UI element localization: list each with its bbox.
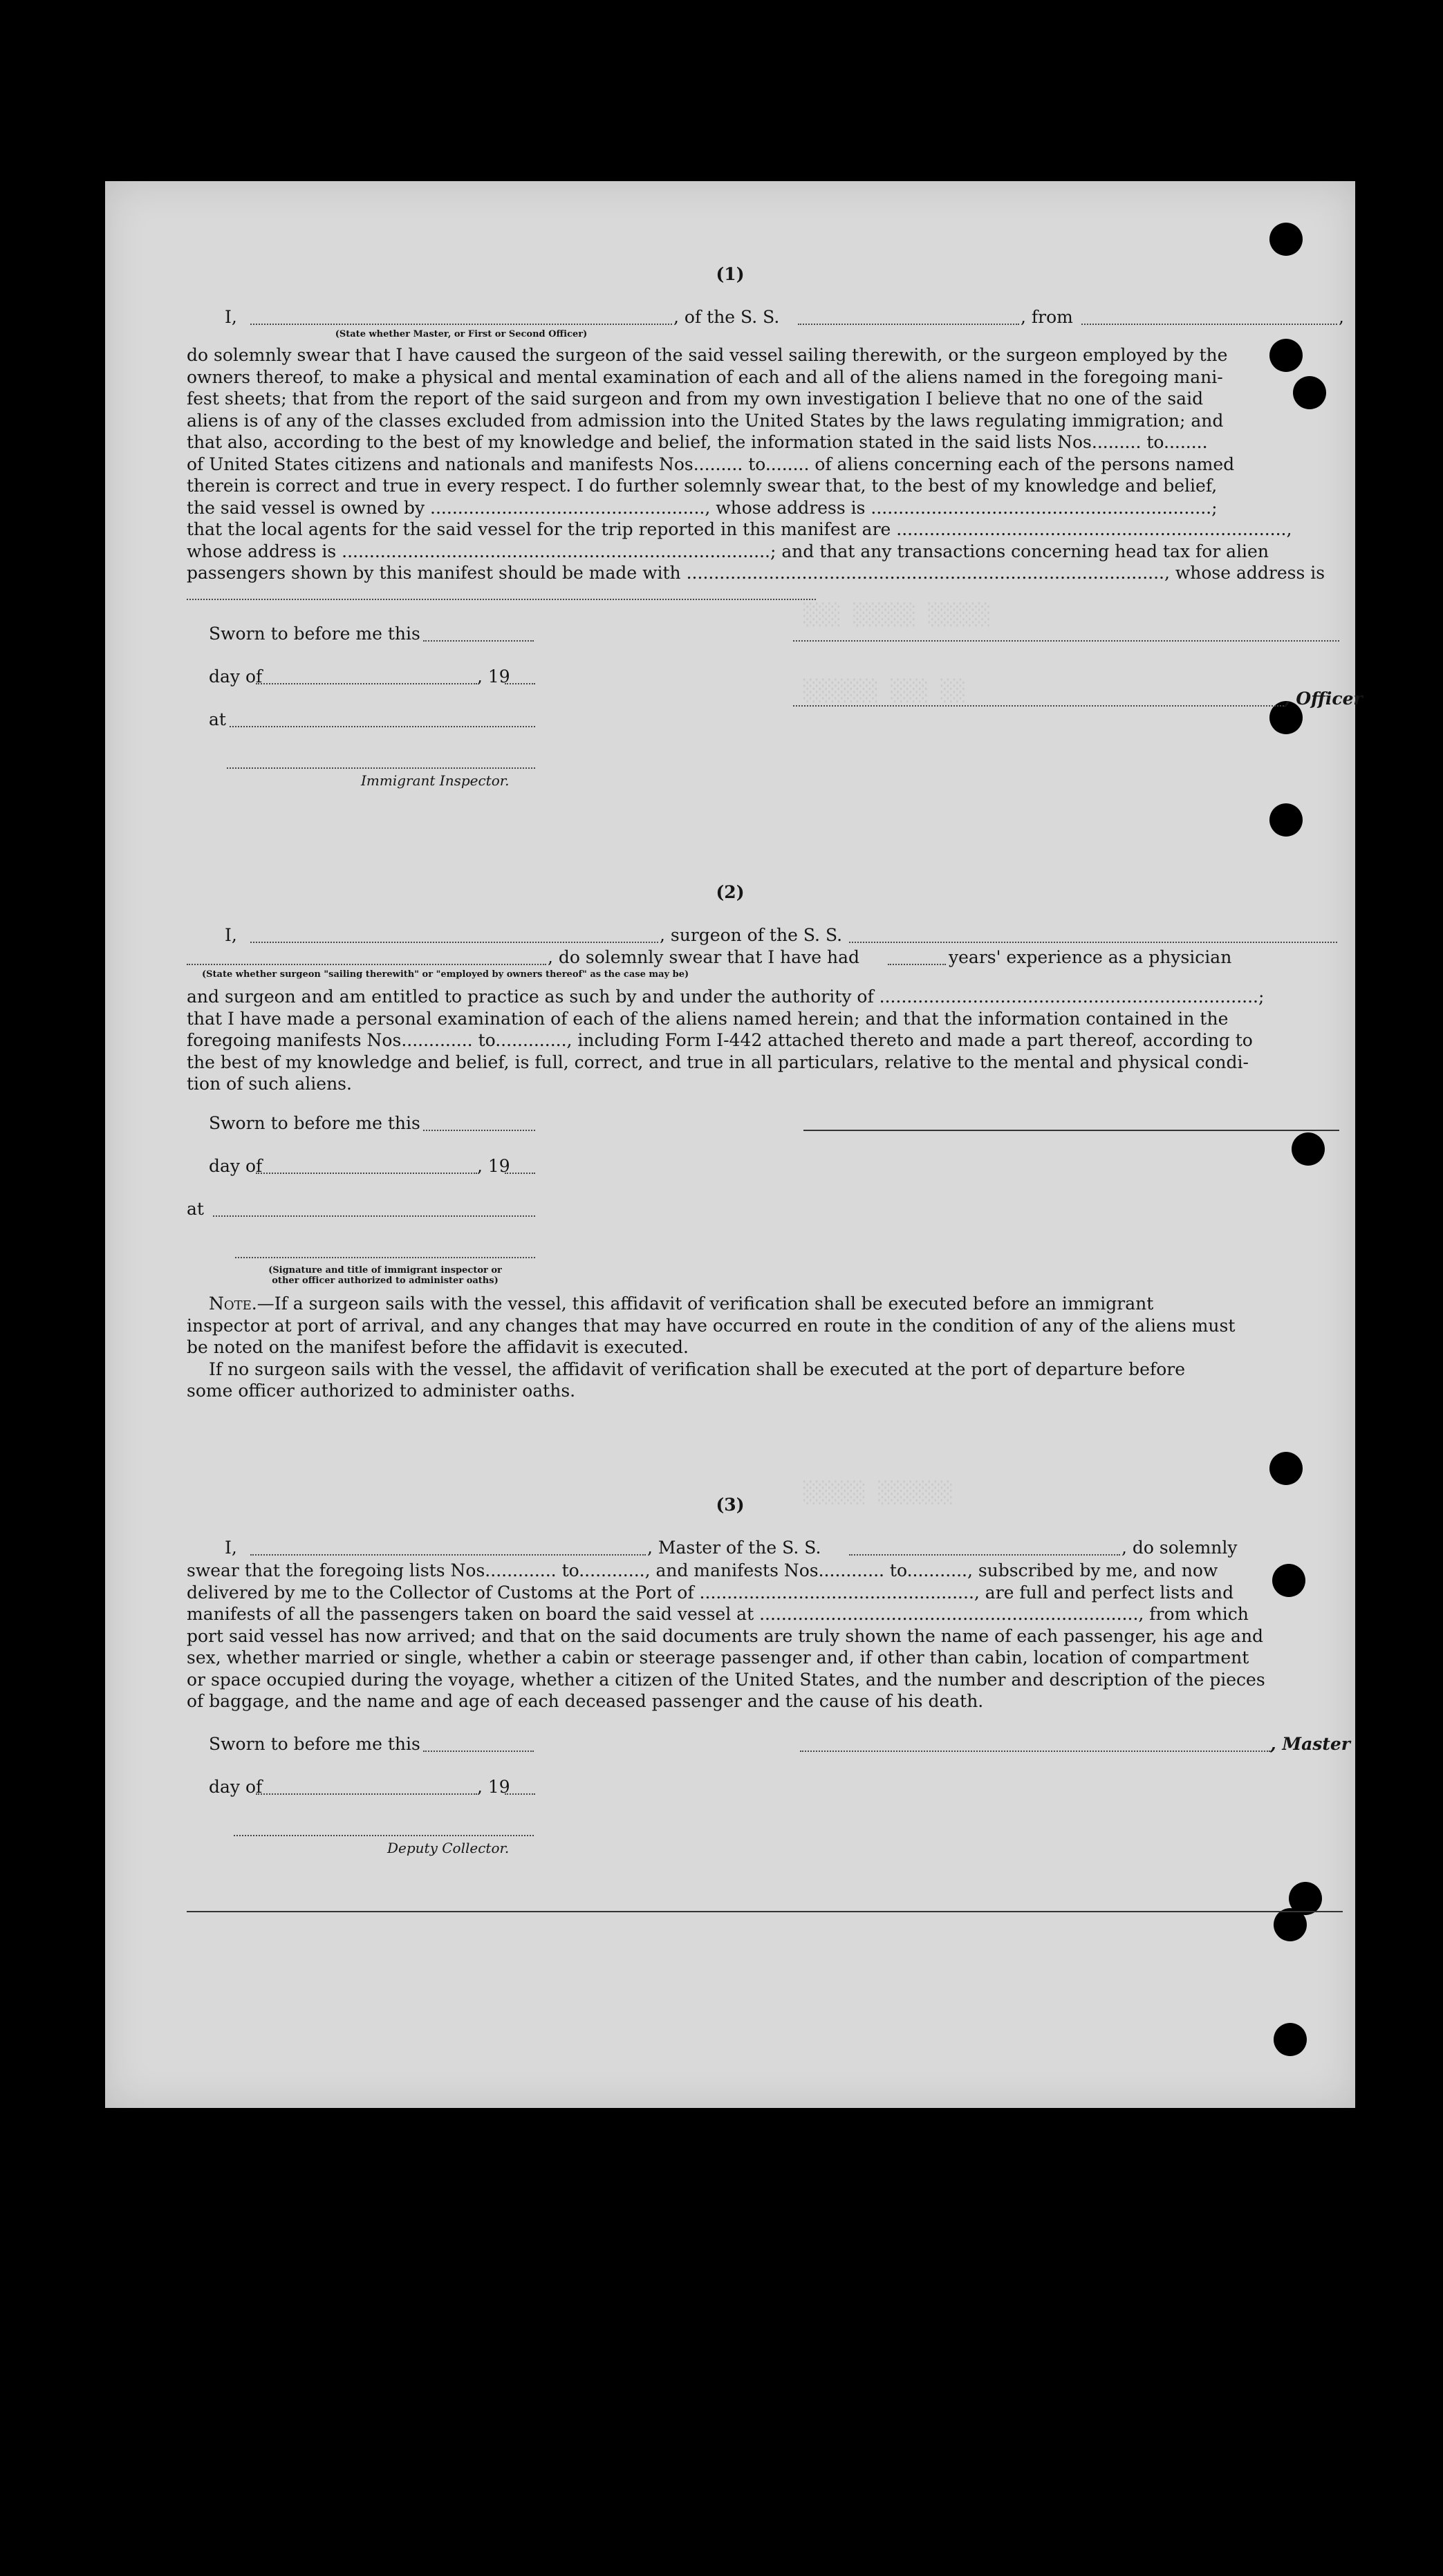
oath-line-label: , do solemnly: [1121, 1538, 1238, 1558]
oath-text-line: or space occupied during the voyage, whether a citizen of the United States, and the number and description of the pieces: [187, 1669, 1265, 1690]
oath-line-label: I,: [225, 307, 237, 327]
field-note: (State whether surgeon "sailing therewith" or "employed by owners thereof" as the case may be): [202, 969, 689, 980]
oath-text-line: that also, according to the best of my knowledge and belief, the information stated in the said lists Nos......... to........: [187, 432, 1208, 452]
bottom-rule: [187, 1911, 1343, 1912]
day-label: day of: [209, 1777, 263, 1797]
oath-text-line: aliens is of any of the classes excluded from admission into the United States by the laws regulating immigration; and: [187, 410, 1224, 431]
bleed-through-text: ░░░░░ ░░░░░░: [803, 1481, 953, 1505]
oath-text-line: of baggage, and the name and age of each deceased passenger and the cause of his death.: [187, 1691, 984, 1711]
oath-text-line: manifests of all the passengers taken on board the said vessel at ....................................................................., from which: [187, 1604, 1249, 1624]
officer-title-blank: [793, 705, 1284, 707]
oath-line-label: , do solemnly swear that I have had: [548, 947, 860, 967]
at-label: at: [187, 1199, 204, 1219]
oath-text-line: and surgeon and am entitled to practice as such by and under the authority of .....................................................................;: [187, 987, 1265, 1007]
manifest-form-page: [105, 181, 1363, 2108]
oath-text-line: sex, whether married or single, whether a cabin or steerage passenger and, if other than cabin, location of compartment: [187, 1648, 1249, 1668]
bleed-through-text: ░░░░░░ ░░░ ░░: [803, 679, 966, 703]
note-text-line: some officer authorized to administer oaths.: [187, 1381, 576, 1401]
year-label: , 19: [477, 1777, 510, 1797]
oath-text-line: the best of my knowledge and belief, is full, correct, and true in all particulars, relative to the mental and physical condi-: [187, 1052, 1249, 1072]
day-blank: [256, 1173, 477, 1174]
at-place-blank: [230, 726, 535, 727]
signature-note: other officer authorized to administer oaths): [272, 1276, 499, 1286]
day-label: day of: [209, 1156, 263, 1176]
master-label: , Master: [1270, 1734, 1350, 1754]
oath-text-line: of United States citizens and nationals and manifests Nos......... to........ of aliens concerning each of the persons named: [187, 454, 1235, 474]
note-text-line: be noted on the manifest before the affidavit is executed.: [187, 1337, 689, 1357]
master-name-blank: [250, 1554, 646, 1556]
bleed-through-text: ░░░ ░░░░░ ░░░░░: [803, 603, 991, 627]
oath-text-line: therein is correct and true in every respect. I do further solemnly swear that, to the best of my knowledge and belief,: [187, 476, 1218, 496]
oath-line-label: , from: [1021, 307, 1073, 327]
oath-line-label: , surgeon of the S. S.: [660, 925, 843, 945]
note-text: —If a surgeon sails with the vessel, this affidavit of verification shall be executed before an immigrant: [257, 1294, 1154, 1314]
punch-hole: [1292, 1132, 1325, 1166]
vessel-name-blank: [798, 324, 1019, 325]
oath-paragraph: [187, 344, 1346, 584]
oath-text-line: tion of such aliens.: [187, 1074, 352, 1094]
oath-text-line: fest sheets; that from the report of the said surgeon and from my own investigation I believe that no one of the said: [187, 389, 1204, 409]
vessel-name-blank: [849, 942, 1337, 943]
collector-signature-blank: [234, 1835, 534, 1836]
officer-name-blank: [250, 324, 672, 325]
oath-paragraph: [187, 1560, 1346, 1712]
year-blank: [505, 1173, 535, 1174]
oath-line-label: , of the S. S.: [673, 307, 780, 327]
inspector-signature-blank: [227, 767, 535, 769]
oath-text-line: that the local agents for the said vessel for the trip reported in this manifest are .......................................................................,: [187, 519, 1292, 539]
sworn-date-blank: [423, 1751, 534, 1752]
year-label: , 19: [477, 666, 510, 687]
vessel-name-blank: [849, 1554, 1120, 1556]
punch-hole: [1269, 223, 1303, 256]
inspector-signature-blank: [235, 1257, 535, 1258]
year-blank: [505, 1793, 535, 1795]
surgeon-name-blank: [250, 942, 658, 943]
day-label: day of: [209, 666, 263, 687]
note-heading: Note.: [209, 1294, 257, 1314]
oath-text-line: foregoing manifests Nos............. to............., including Form I-442 attached thereto and made a part thereof, according to: [187, 1030, 1253, 1050]
surgeon-status-blank: [187, 964, 546, 965]
oath-line-label: ,: [1339, 307, 1344, 327]
oath-line-label: I,: [225, 925, 237, 945]
note-text-line: inspector at port of arrival, and any changes that may have occurred en route in the condition of any of the aliens must: [187, 1315, 1236, 1336]
sworn-date-blank: [423, 1130, 535, 1131]
oath-text-line: that I have made a personal examination of each of the aliens named herein; and that the information contained in the: [187, 1008, 1229, 1029]
punch-hole: [1274, 1908, 1307, 1941]
punch-hole: [1274, 2023, 1307, 2056]
oath-line-label: I,: [225, 1538, 237, 1558]
officer-label: , Officer: [1284, 689, 1363, 709]
note-text-line: If no surgeon sails with the vessel, the affidavit of verification shall be executed at the port of departure before: [209, 1359, 1185, 1379]
address-continuation-blank: [187, 599, 816, 600]
section-number: (3): [716, 1495, 745, 1515]
note-text-line: [187, 1293, 1346, 1315]
officer-signature-blank: [793, 640, 1339, 642]
oath-text-line: passengers shown by this manifest should be made with ......................................................................................., whose address is: [187, 563, 1325, 583]
oath-text-line: whose address is ..............................................................................; and that any transactions concerning head tax for alien: [187, 541, 1269, 561]
note-paragraph: [187, 1293, 1346, 1402]
signature-note: (Signature and title of immigrant inspector or: [268, 1265, 502, 1276]
year-label: , 19: [477, 1156, 510, 1176]
oath-text-line: port said vessel has now arrived; and that on the said documents are truly shown the name of each passenger, his age and: [187, 1625, 1264, 1646]
oath-text-line: delivered by me to the Collector of Customs at the Port of .................................................., are full and perfect lists and: [187, 1582, 1234, 1603]
years-blank: [888, 964, 946, 965]
oath-text-line: the said vessel is owned by .................................................., whose address is ..............................................................;: [187, 497, 1218, 518]
at-place-blank: [213, 1215, 535, 1217]
at-label: at: [209, 709, 226, 729]
punch-hole: [1269, 803, 1303, 837]
inspector-label: Immigrant Inspector.: [361, 772, 510, 789]
oath-text-line: owners thereof, to make a physical and mental examination of each and all of the aliens named in the foregoing mani-: [187, 366, 1223, 387]
collector-label: Deputy Collector.: [387, 1840, 510, 1856]
sworn-label: Sworn to before me this: [209, 1734, 420, 1754]
sworn-date-blank: [423, 640, 534, 642]
day-blank: [256, 1793, 477, 1795]
from-port-blank: [1081, 324, 1337, 325]
section-number: (1): [716, 264, 745, 284]
sworn-label: Sworn to before me this: [209, 624, 420, 644]
master-signature-blank: [800, 1751, 1270, 1752]
oath-text-line: swear that the foregoing lists Nos............. to............, and manifests Nos............ to..........., subscribed by me, and now: [187, 1560, 1218, 1580]
field-note: (State whether Master, or First or Second Officer): [335, 329, 588, 339]
sworn-label: Sworn to before me this: [209, 1113, 420, 1133]
surgeon-signature-line: [803, 1130, 1339, 1131]
oath-line-label: , Master of the S. S.: [647, 1538, 821, 1558]
punch-hole: [1269, 1452, 1303, 1485]
section-number: (2): [716, 882, 745, 902]
oath-line-label: years' experience as a physician: [949, 947, 1232, 967]
day-blank: [256, 683, 477, 684]
oath-paragraph: [187, 986, 1346, 1095]
year-blank: [505, 683, 535, 684]
oath-text-line: do solemnly swear that I have caused the surgeon of the said vessel sailing therewith, or the surgeon employed by the: [187, 345, 1228, 365]
